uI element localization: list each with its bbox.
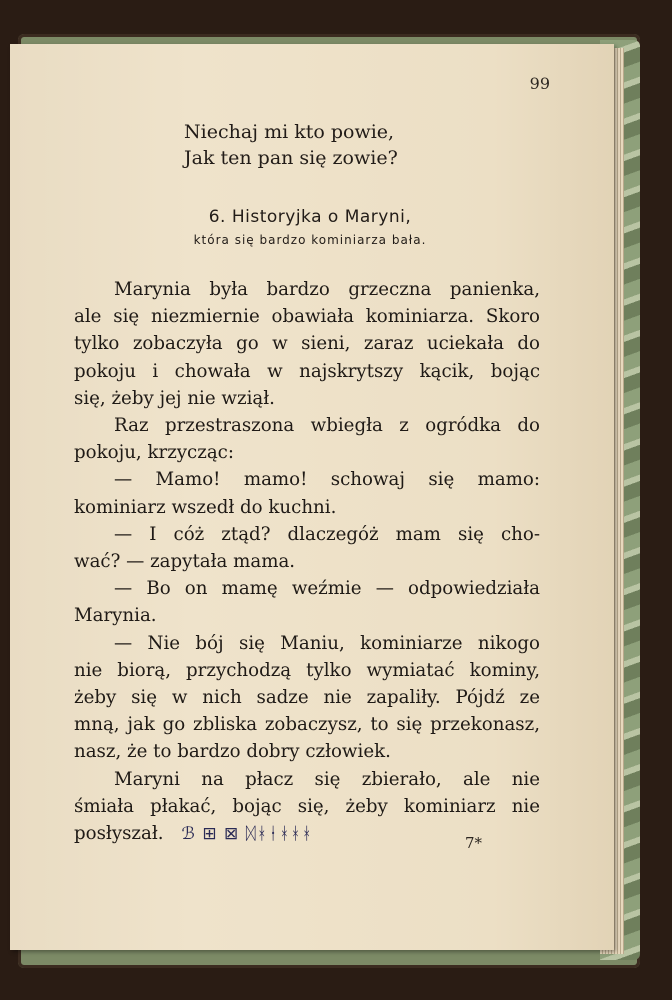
body-line: mną, jak go zbliska zobaczysz, to się przekonasz, (74, 714, 540, 736)
body-line: — Nie bój się Maniu, kominiarze nikogo (114, 632, 540, 654)
body-line: Raz przestraszona wbiegła z ogródka do (114, 415, 540, 437)
body-line: wać? — zapytała mama. (74, 551, 296, 573)
body-line: śmiała płakać, bojąc się, żeby kominiarz nie (74, 795, 540, 817)
body-line: Marynia. (74, 605, 157, 627)
body-line: pokoju, krzycząc: (74, 442, 234, 464)
body-line: pokoju i chowała w najskrytszy kącik, bojąc (74, 360, 540, 382)
verse (10, 119, 600, 171)
body-line: kominiarz wszedł do kuchni. (74, 496, 337, 518)
body-line: się, żeby jej nie wziął. (74, 387, 275, 409)
book-page (10, 44, 614, 950)
body-line: — Mamo! mamo! schowaj się mamo: (114, 469, 540, 491)
body-line: Maryni na płacz się zbierało, ale nie (114, 768, 540, 790)
verse-line-2: Jak ten pan się zowie? (184, 147, 398, 169)
chapter-subtitle: która się bardzo kominiarza bała. (193, 233, 427, 247)
body-line: ale się niezmiernie obawiała kominiarza. Skoro (74, 306, 540, 328)
body-line: — Bo on mamę weźmie — odpowiedziała (114, 578, 540, 600)
body-line: żeby się w nich sadze nie zapaliły. Pójdź ze (74, 687, 540, 709)
body-line: nasz, że to bardzo dobry człowiek. (74, 741, 391, 763)
body-line: posłyszał. (74, 823, 164, 845)
body-text (74, 276, 540, 848)
library-stamp: ℬ ⊞ ⊠ ᛞᚼᚽᚼᚼᚼ (181, 824, 313, 845)
body-line: — I cóż ztąd? dlaczegóż mam się cho- (114, 523, 540, 545)
chapter-title: 6. Historyjka o Maryni, (208, 207, 412, 227)
body-line: nie biorą, przychodzą tylko wymiatać kominy, (74, 659, 540, 681)
chapter-heading (10, 204, 610, 250)
page-number: 99 (529, 74, 550, 93)
body-line: Marynia była bardzo grzeczna panienka, (114, 279, 540, 300)
verse-line-1: Niechaj mi kto powie, (184, 121, 395, 143)
body-line: tylko zobaczyła go w sieni, zaraz uciekała do (74, 333, 540, 355)
signature-mark: 7* (465, 834, 483, 852)
